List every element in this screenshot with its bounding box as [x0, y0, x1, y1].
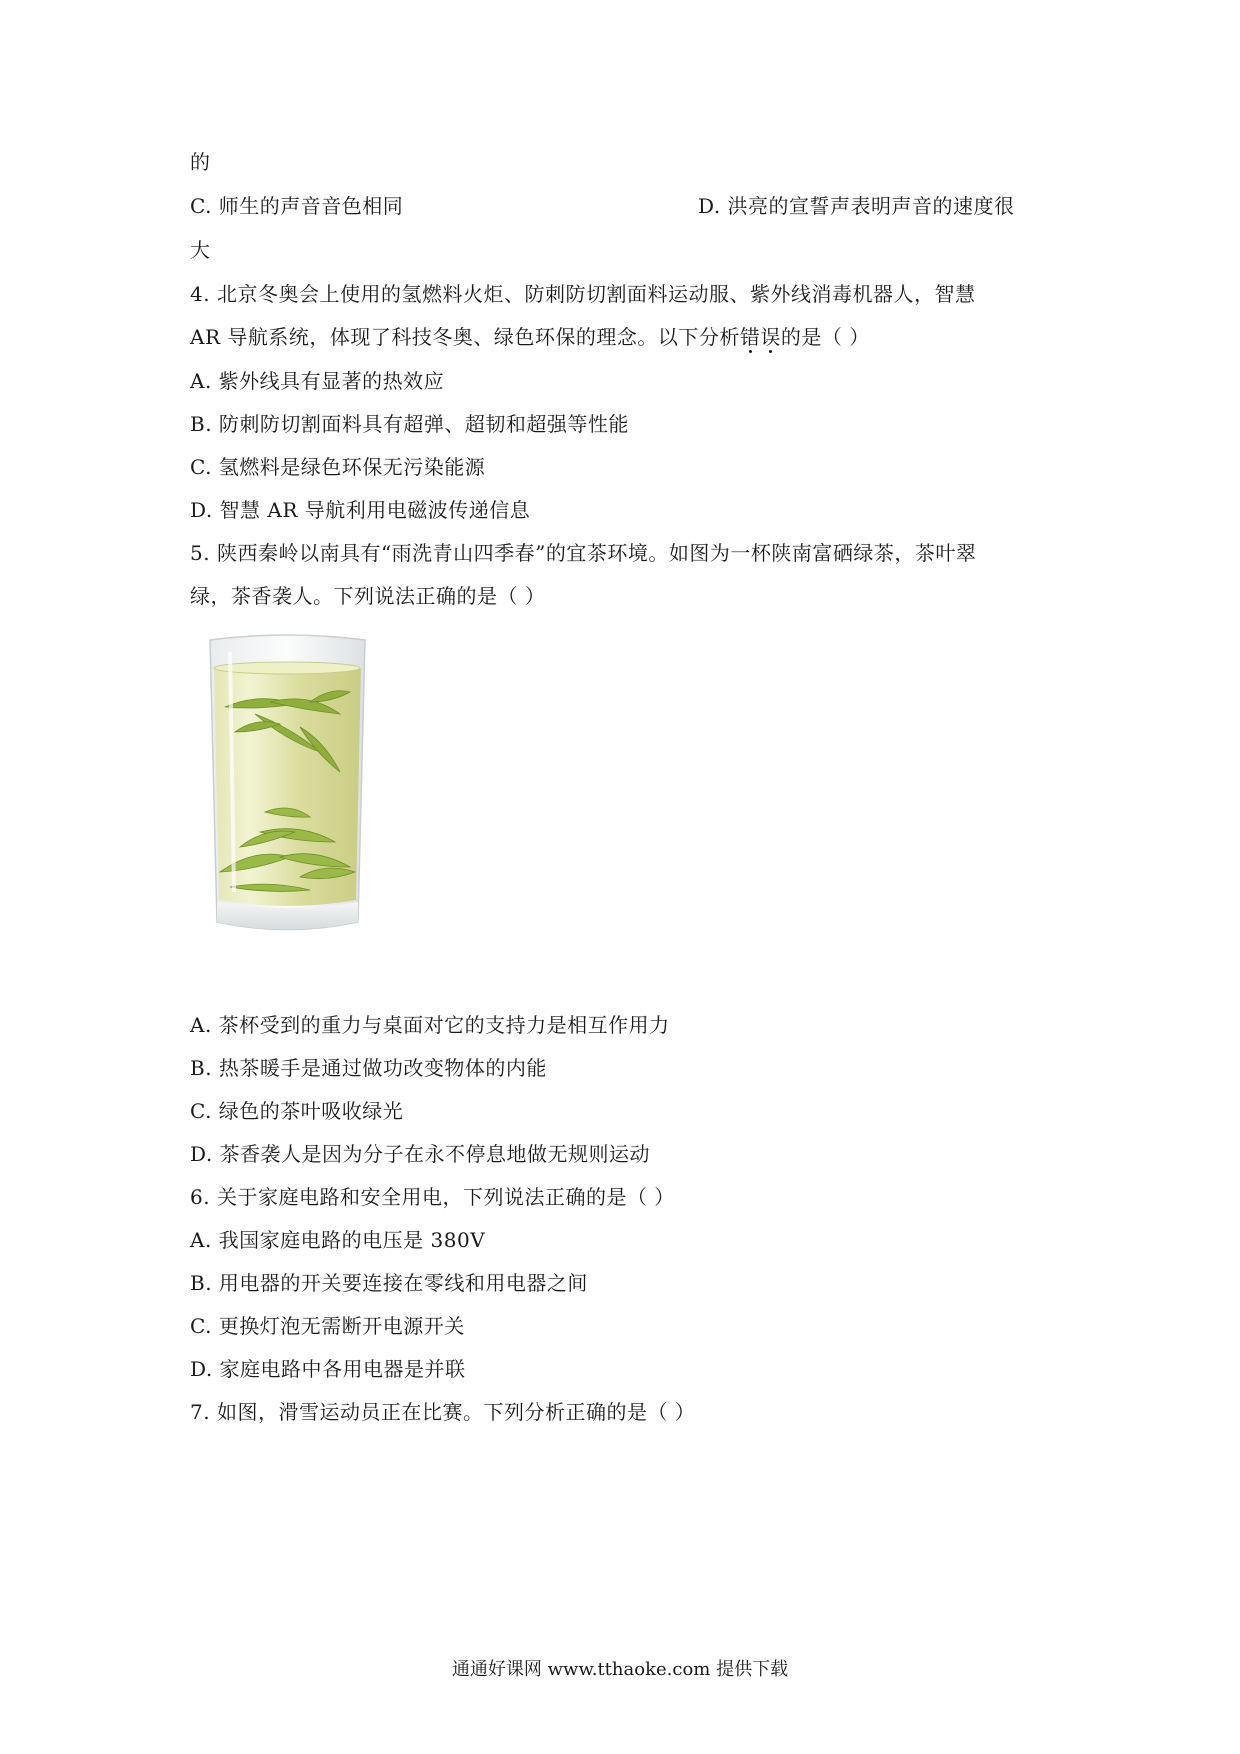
question-6-option-c: C. 更换灯泡无需断开电源开关	[190, 1314, 465, 1338]
green-tea-glass-image	[200, 632, 375, 952]
question-5-option-d: D. 茶香袭人是因为分子在永不停息地做无规则运动	[190, 1142, 651, 1166]
question-5-stem: 5. 陕西秦岭以南具有“雨洗青山四季春”的宜茶环境。如图为一杯陕南富硒绿茶，茶叶翠	[190, 541, 977, 565]
text-line: 大	[190, 238, 211, 262]
emphasis-char: 误	[760, 325, 781, 349]
question-5-option-b: B. 热茶暖手是通过做功改变物体的内能	[190, 1056, 547, 1080]
emphasis-char: 错	[739, 325, 761, 349]
question-4-option-b: B. 防刺防切割面料具有超弹、超韧和超强等性能	[190, 412, 629, 436]
question-5-option-a: A. 茶杯受到的重力与桌面对它的支持力是相互作用力	[190, 1013, 670, 1037]
question-4-stem-text: AR 导航系统，体现了科技冬奥、绿色环保的理念。以下分析	[190, 325, 740, 349]
question-4-stem: 4. 北京冬奥会上使用的氢燃料火炬、防刺防切割面料运动服、紫外线消毒机器人，智慧	[190, 282, 976, 306]
question-4-option-c: C. 氢燃料是绿色环保无污染能源	[190, 455, 486, 479]
question-5-option-c: C. 绿色的茶叶吸收绿光	[190, 1099, 404, 1123]
question-4-option-d: D. 智慧 AR 导航利用电磁波传递信息	[190, 498, 531, 522]
question-5-stem-cont: 绿，茶香袭人。下列说法正确的是（ ）	[190, 584, 546, 608]
question-4-stem-cont	[190, 323, 870, 351]
option-c-q3: C. 师生的声音音色相同	[190, 194, 404, 218]
question-7-stem: 7. 如图，滑雪运动员正在比赛。下列分析正确的是（ ）	[190, 1400, 696, 1424]
question-6-option-a: A. 我国家庭电路的电压是 380V	[190, 1228, 486, 1252]
option-d-q3: D. 洪亮的宣誓声表明声音的速度很	[698, 194, 1015, 218]
question-6-option-d: D. 家庭电路中各用电器是并联	[190, 1357, 466, 1381]
question-6-option-b: B. 用电器的开关要连接在零线和用电器之间	[190, 1271, 588, 1295]
text-line: 的	[190, 150, 211, 174]
page-footer: 通通好课网 www.tthaoke.com 提供下载	[451, 1659, 789, 1680]
question-6-stem: 6. 关于家庭电路和安全用电，下列说法正确的是（ ）	[190, 1185, 675, 1209]
question-4-option-a: A. 紫外线具有显著的热效应	[190, 369, 445, 393]
answer-bracket: 的是（ ）	[780, 325, 870, 349]
